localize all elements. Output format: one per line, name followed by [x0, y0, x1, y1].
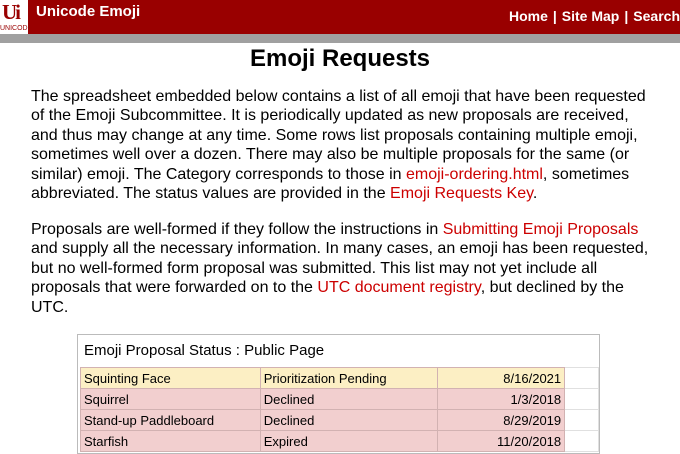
page-title: Emoji Requests	[249, 45, 431, 72]
paragraph-text: .	[532, 185, 538, 203]
status-cell[interactable]: Declined	[260, 410, 438, 431]
table-row[interactable]	[81, 431, 599, 452]
spreadsheet-title: Emoji Proposal Status : Public Page	[84, 342, 325, 359]
utc-registry-link[interactable]: UTC document registry	[317, 279, 481, 297]
date-cell[interactable]: 1/3/2018	[438, 389, 565, 410]
proposals-paragraph	[31, 220, 651, 317]
empty-cell[interactable]	[565, 368, 599, 389]
empty-cell[interactable]	[565, 410, 599, 431]
header-divider	[0, 34, 680, 43]
date-cell[interactable]: 8/29/2019	[438, 410, 565, 431]
nav-separator: |	[624, 8, 629, 24]
empty-cell[interactable]	[565, 389, 599, 410]
header-bar	[0, 0, 680, 34]
table-row[interactable]	[81, 368, 599, 389]
date-cell[interactable]: 11/20/2018	[438, 431, 565, 452]
nav-search-link[interactable]: Search	[633, 8, 680, 24]
embedded-spreadsheet[interactable]	[77, 334, 600, 454]
status-cell[interactable]: Declined	[260, 389, 438, 410]
site-title[interactable]: Unicode Emoji	[36, 3, 141, 20]
proposal-table	[80, 367, 599, 452]
submitting-proposals-link[interactable]: Submitting Emoji Proposals	[442, 221, 639, 238]
paragraph-text: , but declined by the UTC.	[31, 279, 624, 316]
top-nav	[509, 8, 680, 24]
emoji-name-cell[interactable]: Squinting Face	[81, 368, 261, 389]
nav-site-map-link[interactable]: Site Map	[561, 8, 620, 24]
emoji-name-cell[interactable]: Stand-up Paddleboard	[81, 410, 261, 431]
nav-home-link[interactable]: Home	[508, 8, 548, 24]
status-cell[interactable]: Expired	[260, 431, 438, 452]
unicode-logo[interactable]	[0, 0, 33, 34]
paragraph-text: Proposals are well-formed if they follow the instructions in	[31, 221, 443, 238]
table-row[interactable]	[81, 389, 599, 410]
emoji-name-cell[interactable]: Squirrel	[81, 389, 261, 410]
logo-mark-icon: Ui	[2, 0, 19, 24]
paragraph-text: , sometimes abbreviated. The status values are provided in the	[31, 165, 630, 203]
table-row[interactable]	[81, 410, 599, 431]
nav-separator: |	[552, 8, 557, 24]
status-cell[interactable]: Prioritization Pending	[260, 368, 438, 389]
paragraph-text: and supply all the necessary information. In many cases, an emoji has been requested, but no well-formed form proposal was submitted. This list may not yet include all proposals that were forwarded on to the	[31, 240, 649, 297]
emoji-name-cell[interactable]: Starfish	[81, 431, 261, 452]
empty-cell[interactable]	[565, 431, 599, 452]
paragraph-text: The spreadsheet embedded below contains a list of all emoji that have been requested of the Emoji Subcommittee. It is periodically updated as new proposals are received, and thus may change at any time. Some rows list proposals containing multiple emoji, sometimes well over a dozen. There may also be multiple proposals for the same (or similar) emoji. The Category corresponds to those in	[31, 88, 646, 183]
date-cell[interactable]: 8/16/2021	[438, 368, 565, 389]
intro-paragraph	[31, 87, 651, 203]
emoji-requests-key-link[interactable]: Emoji Requests Key	[390, 185, 533, 203]
logo-wordmark: UNICODE	[0, 25, 33, 32]
emoji-ordering-link[interactable]: emoji-ordering.html	[405, 165, 543, 183]
